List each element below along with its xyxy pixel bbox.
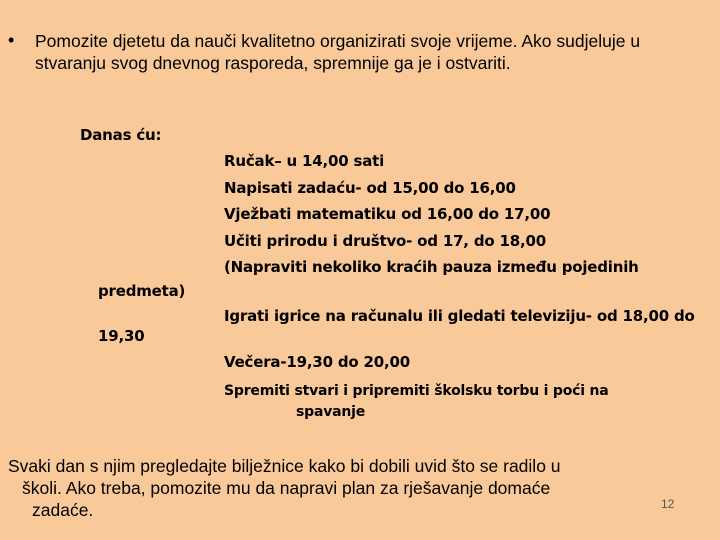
schedule-fragment: predmeta) [98,282,186,300]
page-number: 12 [661,497,675,511]
footer-line: školi. Ako treba, pomozite mu da napravi plan za rješavanje domaće [22,478,551,498]
schedule-item: Vježbati matematiku od 16,00 do 17,00 [224,205,551,223]
schedule-item: Učiti prirodu i društvo- od 17, do 18,00 [224,232,546,250]
schedule-item: Napisati zadaću- od 15,00 do 16,00 [224,179,516,197]
schedule-fragment: 19,30 [98,327,145,345]
schedule-item: Igrati igrice na računalu ili gledati televiziju- od 18,00 do [224,307,695,325]
footer-line: zadaće. [32,500,94,520]
schedule-item: Spremiti stvari i pripremiti školsku torbu i poći na [224,383,609,399]
intro-text: Pomozite djetetu da nauči kvalitetno organizirati svoje vrijeme. Ako sudjeluje u stvaranju svog dnevnog rasporeda, spremnije ga je i ostvariti. [35,31,641,73]
schedule-item: Ručak– u 14,00 sati [224,152,385,170]
bullet-dot: • [8,30,15,50]
schedule-item: (Napraviti nekoliko kraćih pauza između pojedinih [224,258,639,276]
footer-text [8,455,708,521]
schedule-item: Večera-19,30 do 20,00 [224,353,410,371]
footer-line: Svaki dan s njim pregledajte bilježnice kako bi dobili uvid što se radilo u [8,456,561,476]
schedule-heading: Danas ću: [80,126,162,144]
schedule-item: spavanje [296,404,366,420]
